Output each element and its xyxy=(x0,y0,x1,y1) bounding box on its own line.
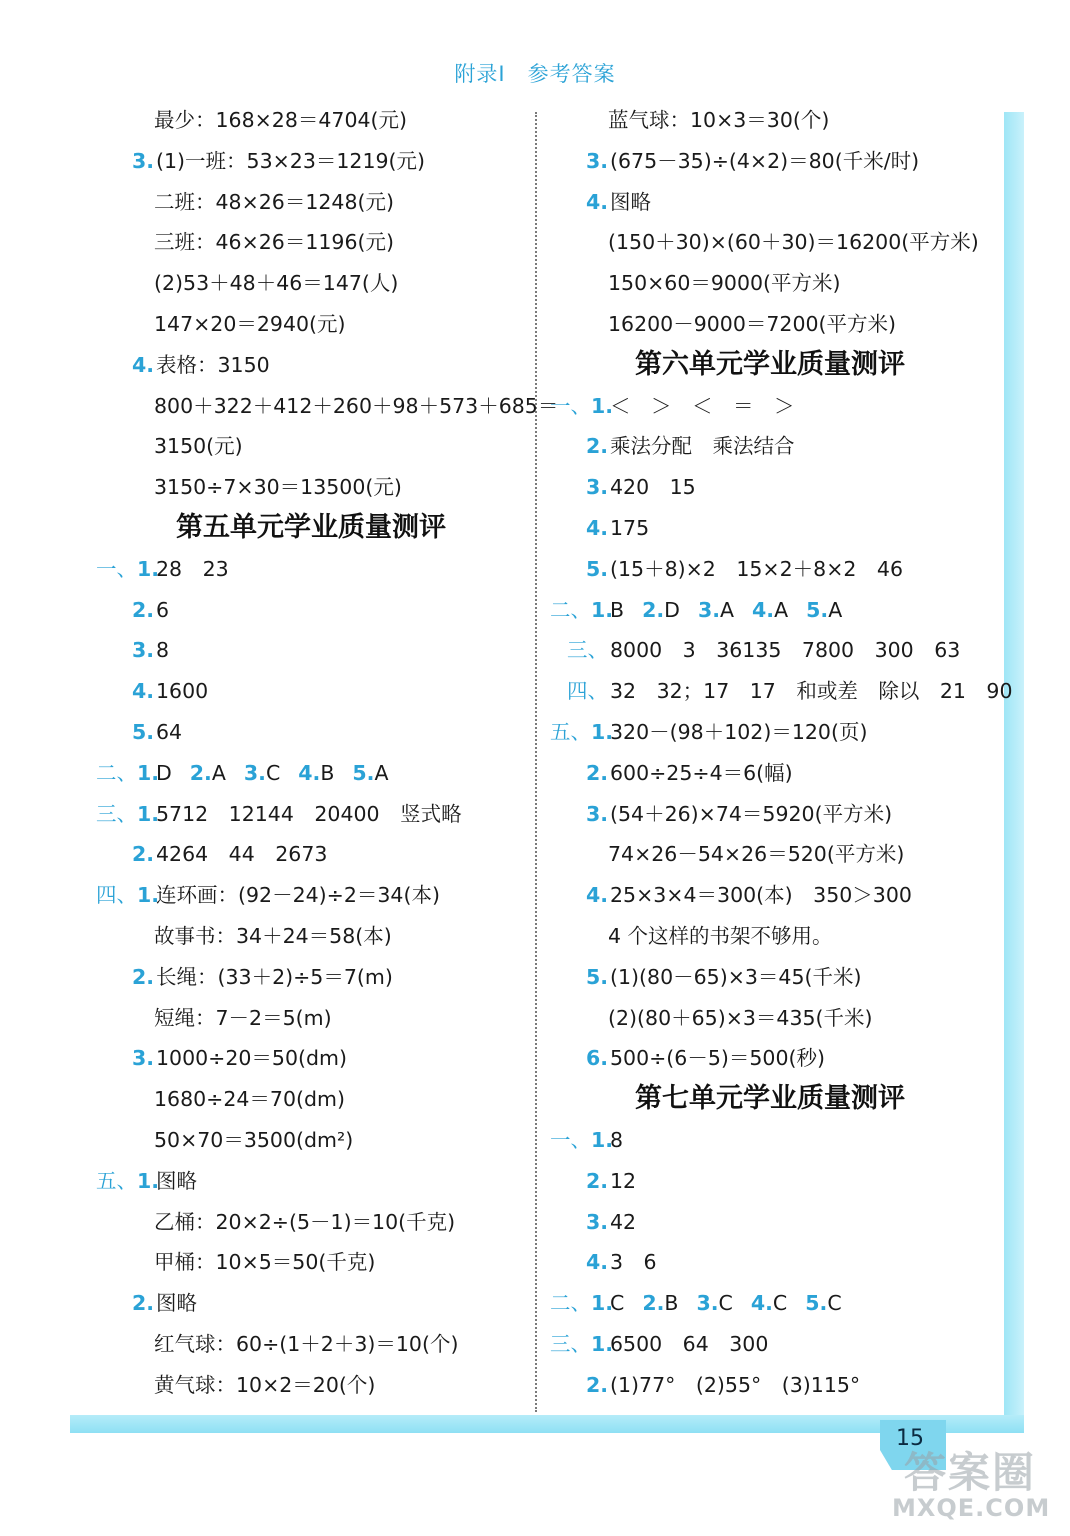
choice-answers-line: 二、1.B 2.D 3.A 4.A 5.A xyxy=(550,597,843,622)
answer-line: 2.6 xyxy=(131,597,170,622)
answer-line: 4.25×3×4＝300(本) 350＞300 xyxy=(585,883,912,908)
answer-line: 6.500÷(6－5)＝500(秒) xyxy=(585,1046,826,1071)
answer-line: 四、1.连环画：(92－24)÷2＝34(本) xyxy=(96,883,440,908)
answer-line: 乙桶：20×2÷(5－1)＝10(千克) xyxy=(154,1209,456,1234)
answer-line: 三班：46×26＝1196(元) xyxy=(154,230,395,255)
choice-answers-line: 二、1.D 2.A 3.C 4.B 5.A xyxy=(96,760,389,785)
answer-line: 五、1.图略 xyxy=(96,1168,197,1193)
watermark-bottom-text: MXQE.COM xyxy=(892,1494,1051,1522)
answer-line: 4.1600 xyxy=(131,679,209,704)
answer-line: 2.长绳：(33＋2)÷5＝7(m) xyxy=(131,964,393,989)
answer-line: 三、8000 3 36135 7800 300 63 xyxy=(567,638,961,663)
answer-line: 一、1.28 23 xyxy=(96,556,229,581)
answer-line: 三、1.5712 12144 20400 竖式略 xyxy=(96,801,462,826)
answer-line: 三、1.6500 64 300 xyxy=(550,1331,769,1356)
answer-line: 3.1000÷20＝50(dm) xyxy=(131,1046,347,1071)
answer-line: (2)(80＋65)×3＝435(千米) xyxy=(608,1005,873,1030)
section-title-unit6: 第六单元学业质量测评 xyxy=(635,348,905,380)
section-title-unit7: 第七单元学业质量测评 xyxy=(635,1083,905,1115)
answer-line: 一、1.＜ ＞ ＜ ＝ ＞ xyxy=(550,393,795,418)
right-column xyxy=(550,100,1013,1406)
column-divider xyxy=(535,112,537,1412)
answer-line: 2.乘法分配 乘法结合 xyxy=(585,434,795,459)
answer-line: 3.420 15 xyxy=(585,475,696,500)
watermark-logo xyxy=(892,1440,1062,1530)
answer-line: 3.8 xyxy=(131,638,170,663)
answer-line: 红气球：60÷(1＋2＋3)＝10(个) xyxy=(154,1331,459,1356)
answer-line: 4.图略 xyxy=(585,189,651,214)
answer-line: 74×26－54×26＝520(平方米) xyxy=(608,842,905,867)
answer-line: 4.3 6 xyxy=(585,1250,657,1275)
page-header: 附录Ⅰ 参考答案 xyxy=(454,62,616,86)
answer-line: (150＋30)×(60＋30)＝16200(平方米) xyxy=(608,230,979,255)
answer-line: 黄气球：10×2＝20(个) xyxy=(154,1372,376,1397)
answer-line: 16200－9000＝7200(平方米) xyxy=(608,311,897,336)
answer-line: 四、32 32；17 17 和或差 除以 21 90 xyxy=(567,679,1013,704)
page-number: 15 xyxy=(896,1426,924,1451)
answer-line: 3.(675－35)÷(4×2)＝80(千米/时) xyxy=(585,148,920,173)
answer-line: 2.图略 xyxy=(131,1291,197,1316)
answer-line: 5.64 xyxy=(131,719,183,744)
answer-line: 1680÷24＝70(dm) xyxy=(154,1087,345,1112)
answer-line: 甲桶：10×5＝50(千克) xyxy=(154,1250,376,1275)
answer-line: 5.(15＋8)×2 15×2＋8×2 46 xyxy=(585,556,903,581)
answer-line: 3.42 xyxy=(585,1209,637,1234)
answer-line: 4 个这样的书架不够用。 xyxy=(608,923,833,948)
answer-line: 3.(1)一班：53×23＝1219(元) xyxy=(131,148,426,173)
answer-line: 短绳：7－2＝5(m) xyxy=(154,1005,332,1030)
answer-line: 150×60＝9000(平方米) xyxy=(608,271,841,296)
answer-line: 蓝气球：10×3＝30(个) xyxy=(608,108,830,132)
answer-line: 二班：48×26＝1248(元) xyxy=(154,189,395,214)
left-column xyxy=(96,100,559,1406)
answer-line: 五、1.320－(98＋102)＝120(页) xyxy=(550,719,868,744)
frame-right-bar xyxy=(1004,112,1024,1432)
answer-line: (2)53＋48＋46＝147(人) xyxy=(154,271,399,296)
answer-line: 4.表格：3150 xyxy=(131,352,270,377)
choice-answers-line: 二、1.C 2.B 3.C 4.C 5.C xyxy=(550,1291,842,1316)
answer-line: 3150(元) xyxy=(154,434,243,459)
answer-line: 147×20＝2940(元) xyxy=(154,311,346,336)
answer-line: 2.12 xyxy=(585,1168,637,1193)
answer-line: 3150÷7×30＝13500(元) xyxy=(154,475,402,500)
answer-line: 4.175 xyxy=(585,515,650,540)
answer-line: 2.(1)77° (2)55° (3)115° xyxy=(585,1372,861,1397)
answer-line: 一、1.8 xyxy=(550,1127,624,1152)
answer-line: 2.4264 44 2673 xyxy=(131,842,328,867)
answer-line: 最少：168×28＝4704(元) xyxy=(154,108,408,132)
answer-line: 3.(54＋26)×74＝5920(平方米) xyxy=(585,801,893,826)
answer-line: 800＋322＋412＋260＋98＋573＋685＝ xyxy=(154,393,559,418)
watermark-top-text: 答案圈 xyxy=(904,1448,1037,1497)
answer-line: 50×70＝3500(dm²) xyxy=(154,1127,354,1152)
answer-line: 故事书：34＋24＝58(本) xyxy=(154,923,392,948)
answer-line: 2.600÷25÷4＝6(幅) xyxy=(585,760,793,785)
answer-line: 5.(1)(80－65)×3＝45(千米) xyxy=(585,964,862,989)
section-title-unit5: 第五单元学业质量测评 xyxy=(176,511,446,543)
